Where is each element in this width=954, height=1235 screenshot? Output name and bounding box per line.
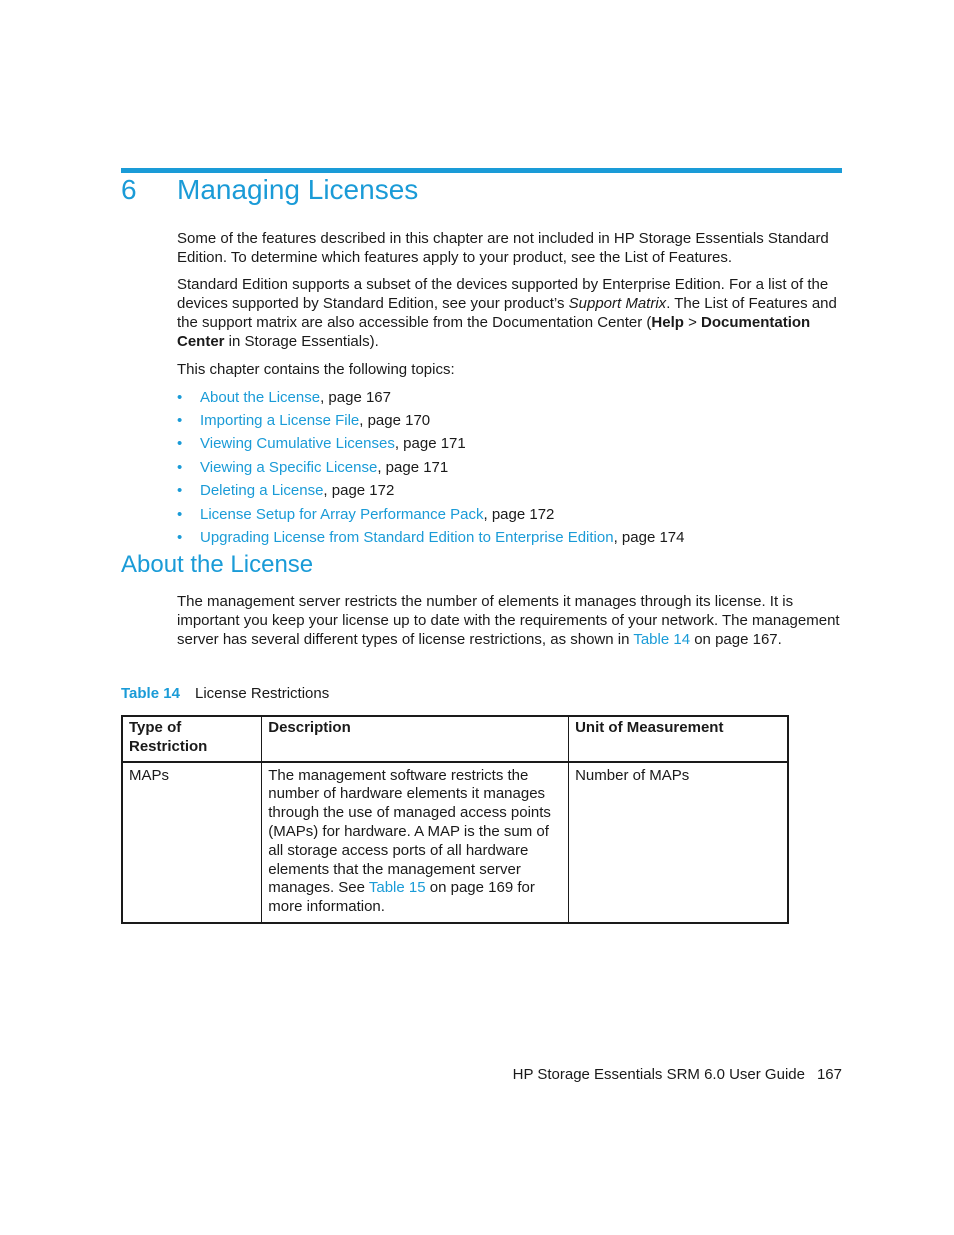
unit-cell: Number of MAPs bbox=[569, 762, 788, 923]
section-text-a: The management server restricts the number of elements it manages through its license. It is important you keep your license up to date with the requirements of your network. The management server has several different types of license restrictions, as shown in bbox=[177, 593, 840, 648]
table-caption bbox=[121, 685, 330, 702]
topic-link[interactable]: Upgrading License from Standard Edition to Enterprise Edition bbox=[200, 529, 614, 546]
menu-separator: > bbox=[683, 314, 702, 331]
table-header-row bbox=[122, 716, 788, 762]
column-header: Description bbox=[262, 716, 569, 762]
page-number: 167 bbox=[816, 1066, 842, 1083]
bullet-icon: • bbox=[177, 389, 183, 406]
bullet-icon: • bbox=[177, 529, 183, 546]
license-restrictions-table bbox=[121, 715, 789, 924]
topic-link[interactable]: About the License bbox=[200, 389, 321, 406]
description-text-a: The management software restricts the number of hardware elements it manages through the use of managed access points (MAPs) for hardware. A MAP is the sum of all storage access ports of all hardware elements that the management server manages. See bbox=[268, 766, 551, 897]
bullet-icon: • bbox=[177, 412, 183, 429]
description-text-b: on page 169 for more information. bbox=[268, 879, 535, 916]
topic-link[interactable]: License Setup for Array Performance Pack bbox=[200, 506, 484, 523]
topic-page: , page 172 bbox=[323, 482, 395, 499]
guide-title: HP Storage Essentials SRM 6.0 User Guide bbox=[512, 1066, 805, 1083]
intro-p2-text-c: in Storage Essentials). bbox=[224, 333, 379, 350]
table-caption-text: License Restrictions bbox=[195, 685, 330, 702]
table-row bbox=[122, 762, 788, 923]
table-caption-label: Table 14 bbox=[121, 685, 180, 702]
topic-page: , page 167 bbox=[320, 389, 391, 406]
chapter-rule bbox=[121, 168, 842, 173]
section-paragraph bbox=[177, 592, 842, 649]
section-text-b: on page 167. bbox=[690, 631, 782, 648]
topic-link[interactable]: Viewing a Specific License bbox=[200, 459, 378, 476]
topic-page: , page 170 bbox=[359, 412, 431, 429]
intro-paragraph-3: This chapter contains the following topics: bbox=[177, 361, 455, 378]
restriction-type-cell: MAPs bbox=[122, 762, 262, 923]
section-title: About the License bbox=[121, 551, 314, 578]
topic-link[interactable]: Importing a License File bbox=[200, 412, 360, 429]
topic-page: , page 171 bbox=[394, 435, 466, 452]
topic-link[interactable]: Viewing Cumulative Licenses bbox=[200, 435, 395, 452]
column-header: Type of Restriction bbox=[122, 716, 262, 762]
bullet-icon: • bbox=[177, 459, 183, 476]
description-cell bbox=[262, 762, 569, 923]
intro-paragraph-2 bbox=[177, 275, 842, 351]
documentation-center-ref: Documentation Center bbox=[177, 314, 811, 350]
topic-page: , page 174 bbox=[613, 529, 685, 546]
table-14-link[interactable]: Table 14 bbox=[633, 631, 691, 648]
page-footer bbox=[513, 1066, 842, 1083]
column-header: Unit of Measurement bbox=[569, 716, 788, 762]
support-matrix-italic: Support Matrix bbox=[568, 295, 667, 312]
topic-page: , page 172 bbox=[483, 506, 555, 523]
chapter-number: 6 bbox=[121, 174, 137, 205]
table-15-link[interactable]: Table 15 bbox=[368, 879, 426, 897]
topic-page: , page 171 bbox=[377, 459, 449, 476]
help-menu-ref: Help bbox=[651, 314, 684, 331]
bullet-icon: • bbox=[177, 482, 183, 499]
bullet-icon: • bbox=[177, 506, 183, 523]
intro-p2-text-a: Standard Edition supports a subset of the devices supported by Enterprise Edition. For a list of the devices supported by Standard Edition, see your product’s bbox=[177, 276, 829, 312]
chapter-title: Managing Licenses bbox=[177, 174, 419, 205]
intro-p2-text-b: . The List of Features and the support matrix are also accessible from the Documentation Center ( bbox=[177, 295, 837, 331]
intro-paragraph-1: Some of the features described in this chapter are not included in HP Storage Essentials Standard Edition. To determine which features apply to your product, see the List of Features. bbox=[177, 230, 829, 266]
bullet-icon: • bbox=[177, 435, 183, 452]
topic-link[interactable]: Deleting a License bbox=[200, 482, 324, 499]
